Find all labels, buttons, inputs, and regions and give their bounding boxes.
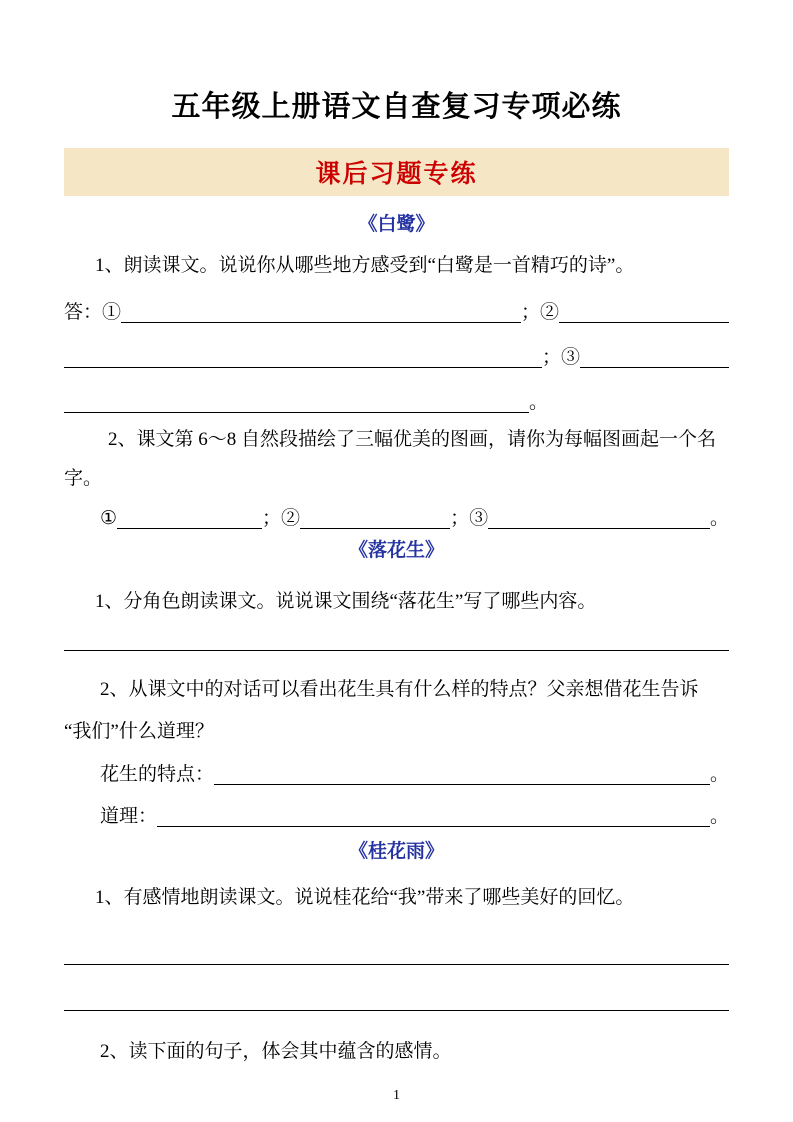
- period: 。: [709, 806, 729, 827]
- section-heading-bailu: 《白鹭》: [358, 214, 435, 235]
- answer-blank: [157, 826, 710, 827]
- period: 。: [529, 392, 549, 413]
- luohuasheng-question-2-line1: 2、从课文中的对话可以看出花生具有什么样的特点？父亲想借花生告诉: [100, 679, 699, 700]
- blank-separator: ；②: [521, 302, 560, 323]
- period: 。: [709, 764, 729, 785]
- blank-label: ；②: [262, 508, 301, 529]
- section-heading-luohuasheng: 《落花生》: [348, 540, 444, 561]
- answer-rule-line: [64, 1010, 729, 1011]
- bailu-answer-line-1: [64, 299, 729, 326]
- answer-blank: [214, 784, 710, 785]
- bailu-question-1: 1、朗读课文。说说你从哪些地方感受到“白鹭是一首精巧的诗”。: [95, 255, 635, 276]
- guihuayu-question-1: 1、有感情地朗读课文。说说桂花给“我”带来了哪些美好的回忆。: [95, 887, 635, 908]
- blank-label: ①: [100, 508, 118, 529]
- blank-separator: ；③: [542, 347, 581, 368]
- bailu-question-2-line2: 字。: [64, 468, 103, 489]
- banner-title: 课后习题专练: [315, 160, 478, 188]
- bailu-question-2-line1: 2、课文第 6～8 自然段描绘了三幅优美的图画，请你为每幅图画起一个名: [108, 429, 717, 450]
- answer-blank: [121, 322, 521, 323]
- period: 。: [709, 508, 729, 529]
- answer-blank: [488, 528, 710, 529]
- answer-blank: [64, 367, 542, 368]
- section-heading-guihuayu: 《桂花雨》: [348, 841, 444, 862]
- answer-rule-line: [64, 650, 729, 651]
- answer-blank: [580, 367, 729, 368]
- trait-label: 花生的特点：: [100, 764, 215, 785]
- reason-line: [64, 803, 729, 830]
- banner: [64, 148, 729, 196]
- answer-blank: [559, 322, 729, 323]
- blank-label: ；③: [450, 508, 489, 529]
- answer-rule-line: [64, 964, 729, 965]
- doc-title: 五年级上册语文自查复习专项必练: [171, 91, 622, 123]
- guihuayu-question-2: 2、读下面的句子，体会其中蕴含的感情。: [100, 1041, 452, 1062]
- answer-prefix: 答：①: [64, 302, 122, 323]
- luohuasheng-question-1: 1、分角色朗读课文。说说课文围绕“落花生”写了哪些内容。: [95, 591, 597, 612]
- answer-blank: [64, 412, 529, 413]
- bailu-answer-line-2: [64, 344, 729, 371]
- answer-blank: [117, 528, 262, 529]
- answer-blank: [300, 528, 450, 529]
- luohuasheng-question-2-line2: “我们”什么道理？: [64, 721, 214, 742]
- bailu-answer-line-3: [64, 389, 729, 416]
- bailu-naming-blanks: [64, 505, 729, 532]
- page-number: 1: [393, 1088, 400, 1103]
- reason-label: 道理：: [100, 806, 158, 827]
- peanut-trait-line: [64, 761, 729, 788]
